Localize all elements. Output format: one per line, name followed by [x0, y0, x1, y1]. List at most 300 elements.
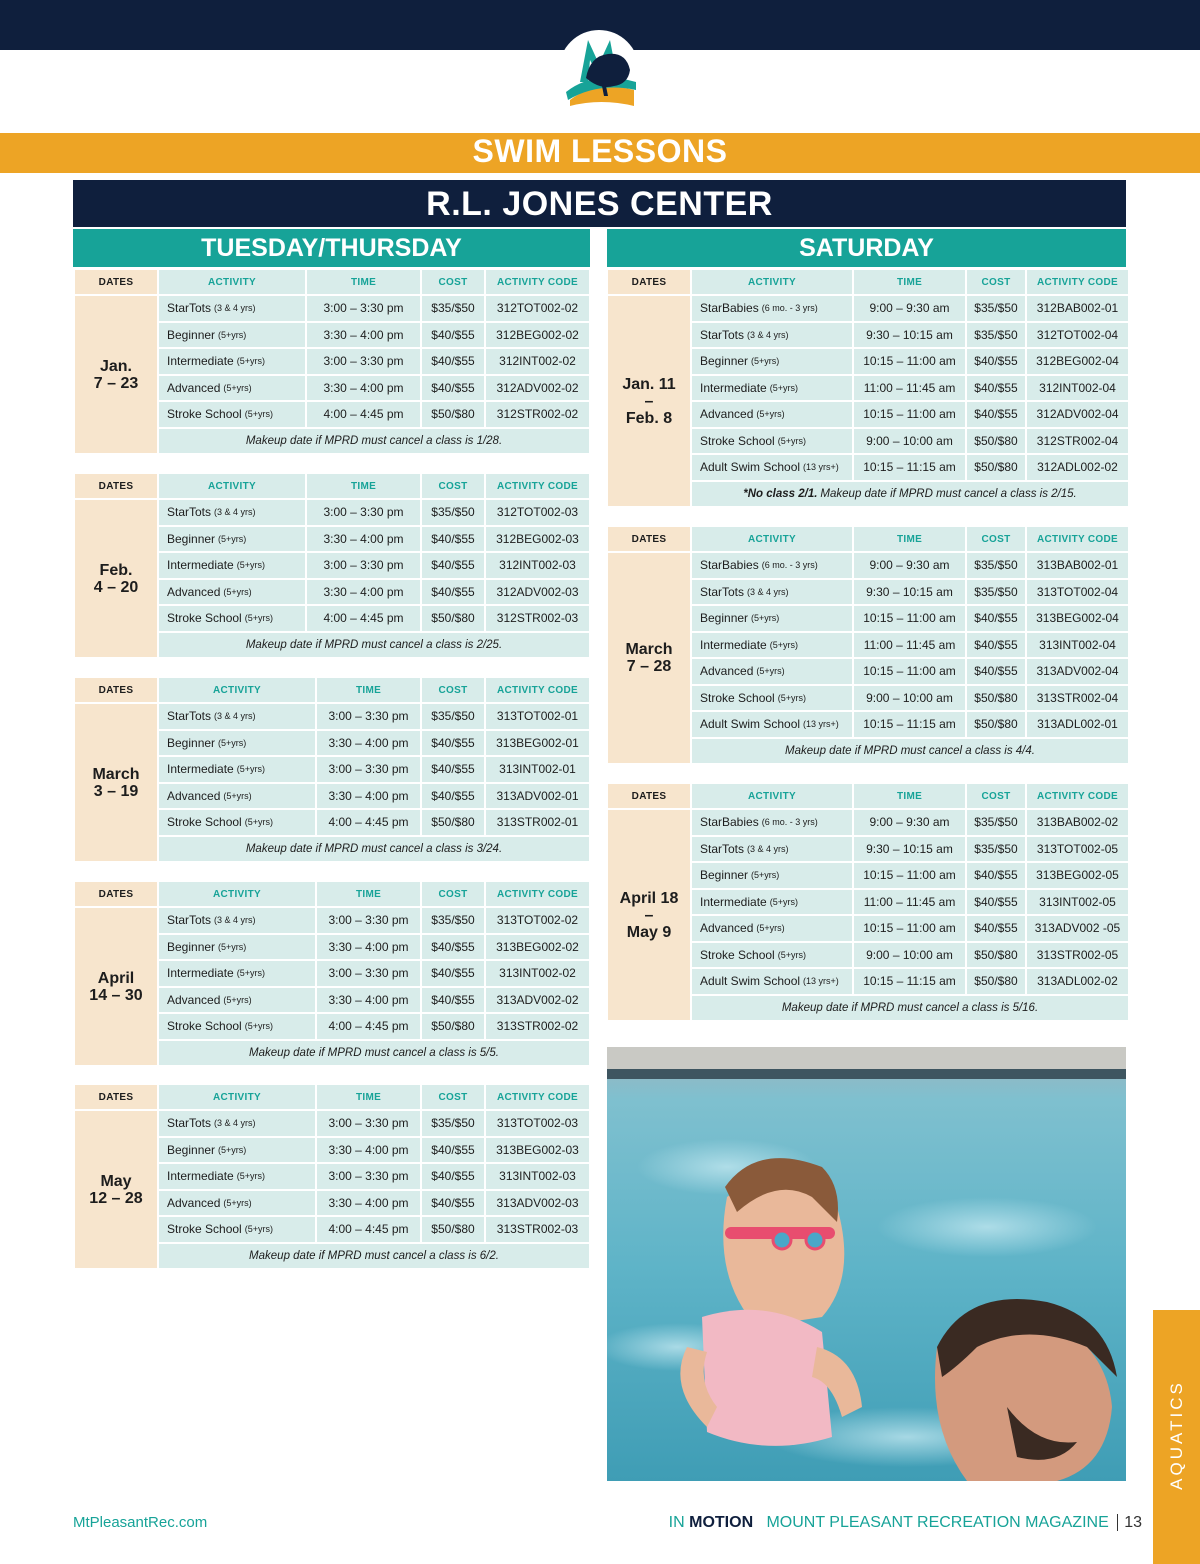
code-cell: 313TOT002-05 — [1027, 837, 1128, 862]
activity-age: (5+yrs) — [751, 356, 780, 367]
time-cell: 10:15 – 11:00 am — [854, 659, 965, 684]
cost-cell: $50/$80 — [422, 606, 484, 631]
makeup-note — [159, 1244, 589, 1269]
activity-cell — [159, 1217, 315, 1242]
cost-cell: $40/$55 — [422, 376, 484, 401]
block-header-row — [75, 1085, 591, 1109]
table-row — [692, 969, 1130, 994]
activity-age: (6 mo. - 3 yrs) — [761, 560, 818, 571]
activity-name: Intermediate — [167, 966, 234, 981]
activity-name: StarTots — [167, 709, 212, 724]
activity-age: (5+yrs) — [223, 994, 252, 1005]
makeup-note-text: Makeup date if MPRD must cancel a class is 2/25. — [245, 638, 503, 651]
dates-cell — [608, 810, 690, 1020]
activity-name: Advanced — [700, 407, 754, 422]
cost-cell: $40/$55 — [967, 606, 1025, 631]
activity-age: (5+yrs) — [756, 923, 785, 934]
table-row — [159, 1164, 591, 1189]
code-cell: 313BEG002-04 — [1027, 606, 1128, 631]
activity-name: Intermediate — [700, 637, 767, 652]
activity-cell — [692, 429, 852, 454]
table-row — [692, 810, 1130, 835]
code-cell: 312BEG002-03 — [486, 527, 589, 552]
cost-cell: $40/$55 — [967, 659, 1025, 684]
activity-age: (5+yrs) — [769, 382, 798, 393]
time-cell: 10:15 – 11:00 am — [854, 349, 965, 374]
time-cell: 3:00 – 3:30 pm — [317, 961, 420, 986]
activity-cell — [159, 500, 305, 525]
table-row — [692, 916, 1130, 941]
activity-age: (5+yrs) — [223, 586, 252, 597]
activity-name: StarTots — [700, 327, 745, 342]
cost-cell: $40/$55 — [422, 731, 484, 756]
center-name-banner: R.L. JONES CENTER — [73, 180, 1126, 227]
date-line: 3 – 19 — [93, 782, 139, 800]
date-line: Jan. 11 — [622, 375, 676, 393]
code-cell: 313TOT002-01 — [486, 704, 589, 729]
code-cell: 312TOT002-04 — [1027, 323, 1128, 348]
time-cell: 3:00 – 3:30 pm — [307, 500, 420, 525]
cost-cell: $40/$55 — [422, 961, 484, 986]
time-cell: 9:00 – 9:30 am — [854, 296, 965, 321]
block-rows — [692, 553, 1130, 763]
cost-cell: $50/$80 — [967, 712, 1025, 737]
activity-name: Advanced — [700, 921, 754, 936]
makeup-note-text: Makeup date if MPRD must cancel a class is 5/5. — [249, 1046, 499, 1059]
activity-cell — [692, 580, 852, 605]
date-line: 7 – 23 — [93, 374, 139, 392]
activity-cell — [159, 402, 305, 427]
table-row — [159, 1014, 591, 1039]
date-line: May — [100, 1172, 132, 1190]
table-row — [692, 402, 1130, 427]
header-code: ACTIVITY CODE — [486, 270, 589, 294]
activity-cell — [692, 916, 852, 941]
header-cost: COST — [422, 678, 484, 702]
time-cell: 3:30 – 4:00 pm — [307, 580, 420, 605]
time-cell: 3:30 – 4:00 pm — [307, 323, 420, 348]
block-header-row — [608, 527, 1130, 551]
activity-name: Beginner — [167, 1142, 216, 1157]
activity-age: (3 & 4 yrs) — [747, 586, 789, 597]
activity-name: StarBabies — [700, 815, 759, 830]
activity-age: (5+yrs) — [244, 1021, 273, 1032]
code-cell: 313INT002-04 — [1027, 633, 1128, 658]
date-line: Jan. — [99, 357, 132, 375]
activity-cell — [692, 686, 852, 711]
activity-age: (5+yrs) — [244, 613, 273, 624]
code-cell: 312STR002-04 — [1027, 429, 1128, 454]
makeup-note — [159, 429, 589, 454]
time-cell: 9:30 – 10:15 am — [854, 580, 965, 605]
cost-cell: $50/$80 — [967, 969, 1025, 994]
time-cell: 4:00 – 4:45 pm — [317, 810, 420, 835]
header-time: TIME — [307, 270, 420, 294]
activity-age: (5+yrs) — [223, 382, 252, 393]
activity-name: Intermediate — [167, 354, 234, 369]
table-row — [692, 553, 1130, 578]
table-row — [692, 429, 1130, 454]
header-cost: COST — [967, 270, 1025, 294]
header-dates: DATES — [608, 270, 690, 294]
header-activity: ACTIVITY — [159, 270, 305, 294]
activity-name: Adult Swim School — [700, 460, 801, 475]
activity-cell — [692, 323, 852, 348]
time-cell: 3:00 – 3:30 pm — [307, 349, 420, 374]
code-cell: 313ADV002-04 — [1027, 659, 1128, 684]
code-cell: 312INT002-03 — [486, 553, 589, 578]
activity-cell — [692, 349, 852, 374]
table-row — [692, 376, 1130, 401]
table-row — [692, 712, 1130, 737]
activity-cell — [692, 810, 852, 835]
makeup-note-text: Makeup date if MPRD must cancel a class is 5/16. — [781, 1001, 1039, 1014]
cost-cell: $40/$55 — [422, 1164, 484, 1189]
block-header-row — [75, 270, 591, 294]
table-row — [159, 1217, 591, 1242]
activity-name: StarTots — [167, 505, 212, 520]
code-cell: 313TOT002-04 — [1027, 580, 1128, 605]
table-row — [692, 863, 1130, 888]
activity-name: StarTots — [167, 913, 212, 928]
activity-name: Beginner — [700, 868, 749, 883]
footer-magazine — [669, 1514, 1142, 1532]
header-dates: DATES — [75, 678, 157, 702]
activity-cell — [159, 1014, 315, 1039]
cost-cell: $35/$50 — [422, 500, 484, 525]
table-row — [159, 731, 591, 756]
time-cell: 3:30 – 4:00 pm — [317, 731, 420, 756]
activity-age: (5+yrs) — [236, 1171, 265, 1182]
time-cell: 9:00 – 9:30 am — [854, 553, 965, 578]
time-cell: 11:00 – 11:45 am — [854, 376, 965, 401]
cost-cell: $40/$55 — [967, 376, 1025, 401]
code-cell: 313INT002-01 — [486, 757, 589, 782]
day-header-tuesday-thursday: TUESDAY/THURSDAY — [73, 229, 590, 267]
header-activity: ACTIVITY — [159, 882, 315, 906]
activity-age: (3 & 4 yrs) — [747, 329, 789, 340]
header-time: TIME — [307, 474, 420, 498]
makeup-note-text: Makeup date if MPRD must cancel a class is 1/28. — [245, 434, 503, 447]
activity-age: (3 & 4 yrs) — [214, 303, 256, 314]
activity-age: (5+yrs) — [236, 356, 265, 367]
activity-name: Advanced — [167, 584, 221, 599]
time-cell: 10:15 – 11:15 am — [854, 455, 965, 480]
table-row — [692, 296, 1130, 321]
activity-age: (5+yrs) — [218, 737, 247, 748]
date-line: 14 – 30 — [89, 986, 143, 1004]
time-cell: 4:00 – 4:45 pm — [307, 606, 420, 631]
activity-cell — [159, 1164, 315, 1189]
table-row — [692, 606, 1130, 631]
table-row — [159, 580, 591, 605]
table-row — [159, 784, 591, 809]
time-cell: 3:30 – 4:00 pm — [307, 527, 420, 552]
time-cell: 9:30 – 10:15 am — [854, 837, 965, 862]
dates-cell — [75, 500, 157, 657]
time-cell: 3:30 – 4:00 pm — [307, 376, 420, 401]
cost-cell: $40/$55 — [967, 349, 1025, 374]
activity-age: (5+yrs) — [756, 409, 785, 420]
time-cell: 9:30 – 10:15 am — [854, 323, 965, 348]
activity-age: (13 yrs+) — [803, 719, 839, 730]
activity-cell — [159, 757, 315, 782]
table-row — [692, 580, 1130, 605]
time-cell: 10:15 – 11:00 am — [854, 402, 965, 427]
code-cell: 312STR002-02 — [486, 402, 589, 427]
activity-age: (5+yrs) — [218, 533, 247, 544]
cost-cell: $40/$55 — [967, 916, 1025, 941]
header-code: ACTIVITY CODE — [1027, 784, 1128, 808]
code-cell: 313ADV002 -05 — [1027, 916, 1128, 941]
cost-cell: $40/$55 — [422, 553, 484, 578]
activity-cell — [692, 402, 852, 427]
block-header-row — [75, 882, 591, 906]
cost-cell: $40/$55 — [422, 527, 484, 552]
activity-cell — [159, 784, 315, 809]
dates-cell — [75, 296, 157, 453]
time-cell: 10:15 – 11:00 am — [854, 606, 965, 631]
activity-name: Beginner — [700, 611, 749, 626]
swim-lesson-photo — [607, 1047, 1126, 1481]
block-rows — [692, 810, 1130, 1020]
code-cell: 312ADV002-04 — [1027, 402, 1128, 427]
cost-cell: $40/$55 — [422, 580, 484, 605]
table-row — [159, 1111, 591, 1136]
activity-age: (5+yrs) — [244, 1224, 273, 1235]
time-cell: 3:00 – 3:30 pm — [307, 553, 420, 578]
time-cell: 3:00 – 3:30 pm — [307, 296, 420, 321]
activity-cell — [159, 527, 305, 552]
cost-cell: $50/$80 — [422, 402, 484, 427]
code-cell: 313INT002-05 — [1027, 890, 1128, 915]
header-time: TIME — [854, 270, 965, 294]
time-cell: 3:00 – 3:30 pm — [317, 908, 420, 933]
cost-cell: $35/$50 — [422, 704, 484, 729]
header-code: ACTIVITY CODE — [486, 678, 589, 702]
cost-cell: $40/$55 — [967, 402, 1025, 427]
block-rows — [159, 296, 591, 453]
activity-cell — [159, 908, 315, 933]
cost-cell: $35/$50 — [967, 837, 1025, 862]
header-dates: DATES — [75, 882, 157, 906]
header-code: ACTIVITY CODE — [1027, 270, 1128, 294]
time-cell: 11:00 – 11:45 am — [854, 890, 965, 915]
block-header-row — [75, 474, 591, 498]
cost-cell: $40/$55 — [422, 988, 484, 1013]
footer-website[interactable]: MtPleasantRec.com — [73, 1514, 208, 1531]
makeup-note-text: Makeup date if MPRD must cancel a class is 4/4. — [785, 744, 1035, 757]
activity-cell — [159, 988, 315, 1013]
activity-cell — [692, 606, 852, 631]
block-header-row — [75, 678, 591, 702]
time-cell: 10:15 – 11:15 am — [854, 969, 965, 994]
activity-age: (13 yrs+) — [803, 462, 839, 473]
header-dates: DATES — [608, 784, 690, 808]
code-cell: 312BAB002-01 — [1027, 296, 1128, 321]
date-line: May 9 — [626, 923, 672, 941]
header-dates: DATES — [608, 527, 690, 551]
activity-age: (5+yrs) — [777, 692, 806, 703]
activity-name: Beginner — [700, 354, 749, 369]
cost-cell: $40/$55 — [967, 633, 1025, 658]
cost-cell: $40/$55 — [422, 1138, 484, 1163]
date-line: 12 – 28 — [89, 1189, 143, 1207]
code-cell: 313TOT002-02 — [486, 908, 589, 933]
code-cell: 312TOT002-02 — [486, 296, 589, 321]
time-cell: 9:00 – 10:00 am — [854, 429, 965, 454]
block-rows — [692, 296, 1130, 506]
activity-age: (5+yrs) — [244, 817, 273, 828]
activity-cell — [159, 810, 315, 835]
makeup-note — [159, 633, 589, 658]
page-title: SWIM LESSONS — [0, 133, 1200, 173]
activity-age: (5+yrs) — [236, 968, 265, 979]
activity-age: (5+yrs) — [751, 613, 780, 624]
activity-age: (5+yrs) — [236, 560, 265, 571]
code-cell: 312BEG002-02 — [486, 323, 589, 348]
table-row — [159, 606, 591, 631]
activity-cell — [692, 863, 852, 888]
date-line: March — [625, 641, 673, 658]
activity-age: (5+yrs) — [769, 639, 798, 650]
cost-cell: $50/$80 — [967, 429, 1025, 454]
activity-cell — [692, 943, 852, 968]
header-activity: ACTIVITY — [159, 474, 305, 498]
table-row — [692, 323, 1130, 348]
activity-age: (6 mo. - 3 yrs) — [761, 303, 818, 314]
code-cell: 313TOT002-03 — [486, 1111, 589, 1136]
block-rows — [159, 704, 591, 861]
activity-cell — [692, 659, 852, 684]
activity-age: (5+yrs) — [751, 870, 780, 881]
activity-cell — [159, 606, 305, 631]
activity-name: Advanced — [167, 992, 221, 1007]
dates-cell — [75, 908, 157, 1065]
table-row — [159, 988, 591, 1013]
activity-name: StarBabies — [700, 558, 759, 573]
makeup-note — [692, 739, 1128, 764]
activity-name: Beginner — [167, 939, 216, 954]
time-cell: 3:00 – 3:30 pm — [317, 1164, 420, 1189]
activity-name: Stroke School — [700, 433, 775, 448]
header-activity: ACTIVITY — [692, 270, 852, 294]
code-cell: 313ADV002-01 — [486, 784, 589, 809]
activity-name: StarTots — [167, 1116, 212, 1131]
activity-name: Stroke School — [167, 1222, 242, 1237]
cost-cell: $35/$50 — [967, 553, 1025, 578]
code-cell: 313STR002-04 — [1027, 686, 1128, 711]
table-row — [159, 349, 591, 374]
activity-cell — [159, 704, 315, 729]
table-row — [159, 553, 591, 578]
activity-cell — [692, 376, 852, 401]
time-cell: 3:00 – 3:30 pm — [317, 704, 420, 729]
code-cell: 313BEG002-02 — [486, 935, 589, 960]
activity-cell — [159, 553, 305, 578]
block-rows — [159, 908, 591, 1065]
header-activity: ACTIVITY — [159, 678, 315, 702]
header-cost: COST — [422, 270, 484, 294]
table-row — [692, 837, 1130, 862]
cost-cell: $35/$50 — [967, 323, 1025, 348]
table-row — [159, 500, 591, 525]
activity-cell — [159, 376, 305, 401]
activity-cell — [159, 1111, 315, 1136]
table-row — [159, 810, 591, 835]
code-cell: 312INT002-02 — [486, 349, 589, 374]
cost-cell: $35/$50 — [967, 810, 1025, 835]
code-cell: 313INT002-02 — [486, 961, 589, 986]
header-cost: COST — [422, 474, 484, 498]
code-cell: 312BEG002-04 — [1027, 349, 1128, 374]
date-line: – — [644, 392, 654, 410]
footer-in: IN — [668, 1514, 685, 1531]
header-time: TIME — [317, 882, 420, 906]
activity-cell — [692, 712, 852, 737]
time-cell: 9:00 – 10:00 am — [854, 943, 965, 968]
activity-age: (5+yrs) — [756, 666, 785, 677]
time-cell: 3:30 – 4:00 pm — [317, 988, 420, 1013]
time-cell: 3:30 – 4:00 pm — [317, 935, 420, 960]
activity-cell — [692, 837, 852, 862]
header-code: ACTIVITY CODE — [486, 882, 589, 906]
activity-cell — [159, 1191, 315, 1216]
cost-cell: $35/$50 — [422, 1111, 484, 1136]
table-row — [692, 890, 1130, 915]
dates-cell — [75, 1111, 157, 1268]
code-cell: 312INT002-04 — [1027, 376, 1128, 401]
makeup-note-text: Makeup date if MPRD must cancel a class is 6/2. — [249, 1249, 499, 1262]
side-tab-label: AQUATICS — [1166, 1380, 1186, 1490]
table-row — [692, 349, 1130, 374]
code-cell: 313BEG002-05 — [1027, 863, 1128, 888]
table-row — [159, 704, 591, 729]
cost-cell: $50/$80 — [967, 455, 1025, 480]
mprd-logo — [556, 30, 642, 114]
time-cell: 11:00 – 11:45 am — [854, 633, 965, 658]
activity-cell — [692, 633, 852, 658]
code-cell: 313ADV002-03 — [486, 1191, 589, 1216]
block-header-row — [608, 270, 1130, 294]
header-cost: COST — [422, 1085, 484, 1109]
footer-magazine-name: MOUNT PLEASANT RECREATION MAGAZINE — [766, 1514, 1109, 1531]
header-activity: ACTIVITY — [159, 1085, 315, 1109]
makeup-note-text: Makeup date if MPRD must cancel a class is 3/24. — [245, 842, 503, 855]
time-cell: 3:30 – 4:00 pm — [317, 1138, 420, 1163]
time-cell: 3:30 – 4:00 pm — [317, 1191, 420, 1216]
no-class-note: *No class 2/1. — [743, 487, 818, 500]
date-line: March — [92, 765, 140, 783]
activity-name: Beginner — [167, 327, 216, 342]
activity-cell — [159, 580, 305, 605]
date-line: 4 – 20 — [93, 578, 139, 596]
date-line: Feb. 8 — [625, 409, 673, 427]
header-time: TIME — [317, 1085, 420, 1109]
code-cell: 313BAB002-01 — [1027, 553, 1128, 578]
code-cell: 313BAB002-02 — [1027, 810, 1128, 835]
activity-name: StarBabies — [700, 301, 759, 316]
activity-cell — [159, 961, 315, 986]
cost-cell: $40/$55 — [422, 323, 484, 348]
date-line: Feb. — [99, 561, 133, 579]
makeup-note — [692, 482, 1128, 507]
cost-cell: $35/$50 — [967, 296, 1025, 321]
header-cost: COST — [967, 784, 1025, 808]
code-cell: 313STR002-01 — [486, 810, 589, 835]
activity-cell — [692, 455, 852, 480]
cost-cell: $35/$50 — [422, 908, 484, 933]
